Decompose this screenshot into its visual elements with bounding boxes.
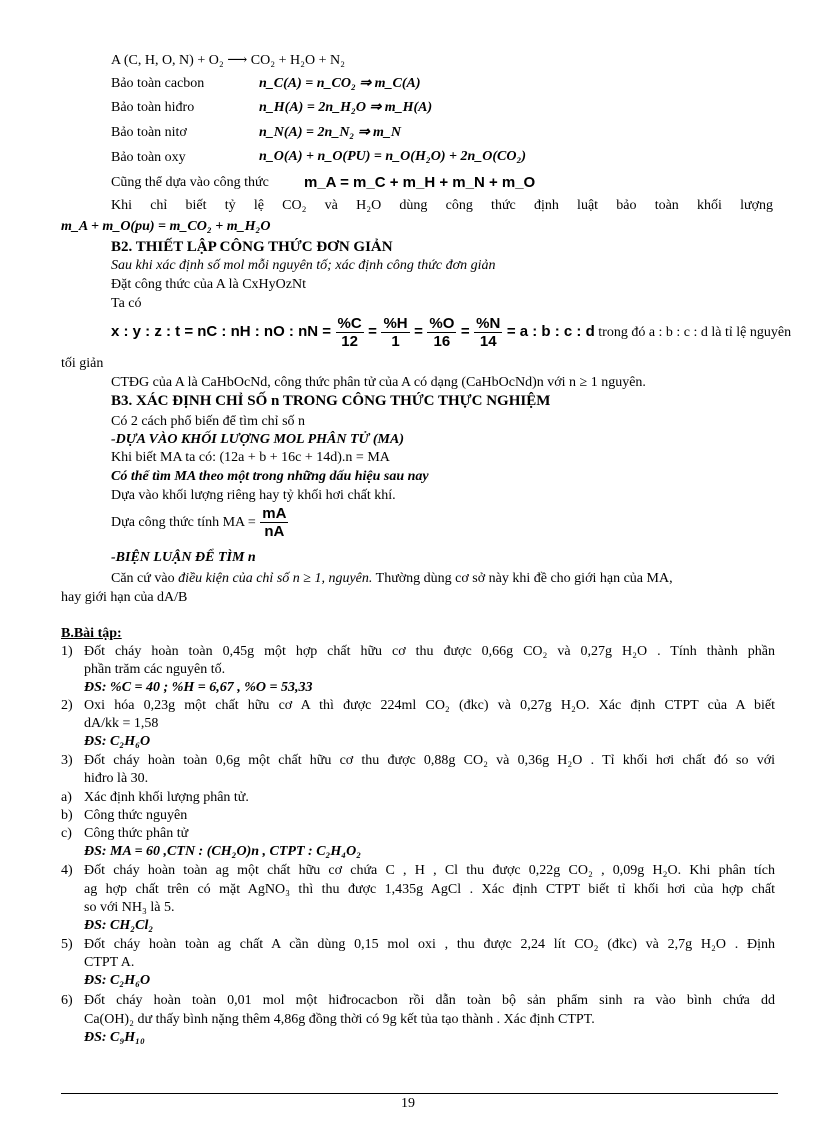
- sub-item-label: c): [61, 826, 72, 841]
- exercise-text: dA/kk = 1,58: [84, 716, 159, 731]
- ctdg-text: CTĐG của A là CaHbOcNd, công thức phân tử của A có dạng (CaHbOcNd)n với n ≥ 1 nguyên.: [111, 375, 646, 390]
- find-ma-signs: Có thể tìm MA theo một trong những dấu hiệu sau nay: [111, 469, 429, 484]
- exercise-number: 6): [61, 993, 73, 1008]
- ratio-tail: trong đó a : b : c : d là tỉ lệ nguyên: [598, 325, 792, 340]
- exercise-answer: ĐS: C₂H₆O: [84, 973, 151, 988]
- exercise-text: Đốt cháy hoàn toàn 0,6g một chất hữu cơ thu được 0,88g CO₂ và 0,36g H₂O . Tỉ khối hơi chất đó so với: [84, 753, 775, 768]
- exercise-text: CTPT A.: [84, 955, 135, 970]
- exercise-text: Đốt cháy hoàn toàn 0,45g một hợp chất hữu cơ thu được 0,66g CO₂ và 0,27g H₂O . Tính thành phần: [84, 644, 775, 659]
- exercise-answer: ĐS: C₉H₁₀: [84, 1030, 145, 1045]
- ratio-equation: x : y : z : t = nC : nH : nO : nN = $\frac{\%C}{12}$ = $\frac{\%H}{1}$ = $\frac{\%O}{16}$ = $\frac{\%N}{14}$ = a : b : c : d trong đó a : b : c : d là tỉ lệ nguyên: [111, 315, 792, 351]
- fraction-c: $\frac{\%C}{12}$: [337, 315, 362, 351]
- method-molar-mass-heading: -DỰA VÀO KHỐI LƯỢNG MOL PHÂN TỬ (MA): [111, 432, 404, 447]
- ratio-left: x : y : z : t = nC : nH : nO : nN =: [111, 323, 331, 340]
- fraction-o: $\frac{\%O}{16}$: [429, 315, 455, 351]
- exercise-number: 3): [61, 753, 73, 768]
- oxygen-conservation-label: Bảo toàn oxy: [111, 150, 186, 165]
- fraction-ma: $\frac{mA}{nA}$: [262, 505, 287, 541]
- exercise-number: 1): [61, 644, 73, 659]
- exercise-number: 5): [61, 937, 73, 952]
- carbon-formula: n_C(A) = n_CO₂ ⇒ m_C(A): [259, 76, 421, 91]
- section-b3-heading: B3. XÁC ĐỊNH CHỈ SỐ n TRONG CÔNG THỨC THỰC NGHIỆM: [111, 393, 551, 409]
- exercise-answer: ĐS: %C = 40 ; %H = 6,67 , %O = 53,33: [84, 680, 313, 695]
- sub-item-label: b): [61, 808, 73, 823]
- section-b2-heading: B2. THIẾT LẬP CÔNG THỨC ĐƠN GIẢN: [111, 239, 393, 255]
- exercise-text: phần trăm các nguyên tố.: [84, 662, 226, 677]
- ratio-right: = a : b : c : d: [506, 323, 595, 340]
- exercise-answer: ĐS: C₂H₆O: [84, 734, 151, 749]
- reaction-equation: A (C, H, O, N) + O₂ ⟶ CO₂ + H₂O + N₂: [111, 53, 346, 68]
- density-text: Dựa vào khối lượng riêng hay tỷ khối hơi chất khí.: [111, 488, 396, 503]
- ma-formula-line: [111, 504, 289, 544]
- mass-sum-formula: m_A = m_C + m_H + m_N + m_O: [304, 174, 536, 191]
- method-argument-heading: -BIỆN LUẬN ĐỂ TÌM n: [111, 550, 256, 565]
- exercise-text: Oxi hóa 0,23g một chất hữu cơ A thì được 224ml CO₂ (đkc) và 0,27g H₂O. Xác định CTPT của A biết: [84, 698, 775, 713]
- footer-divider: [61, 1093, 778, 1094]
- exercise-text: hiđro là 30.: [84, 771, 149, 786]
- sub-item-label: a): [61, 790, 72, 805]
- also-formula-label: Cũng thể dựa vào công thức: [111, 175, 269, 190]
- general-formula-text: Đặt công thức của A là CxHyOzNt: [111, 277, 306, 292]
- argument-text: Căn cứ vào điều kiện của chỉ số n ≥ 1, nguyên. Thường dùng cơ sở này khi đề cho giới hạn của MA,: [111, 571, 673, 586]
- exercise-text: so với NH₃ là 5.: [84, 900, 175, 915]
- exercise-text: Đốt cháy hoàn toàn ag một chất hữu cơ chứa C , H , Cl thu được 0,22g CO₂ , 0,09g H₂O. Khi phân tích: [84, 863, 775, 878]
- exercise-text: Đốt cháy hoàn toàn 0,01 mol một hiđrocacbon rồi dẫn toàn bộ sản phẩm sinh ra vào bình chứa dd: [84, 993, 775, 1008]
- ratio-only-text: Khi chỉ biết tỷ lệ CO₂ và H₂O dùng công thức định luật bảo toàn khối lượng: [111, 198, 773, 213]
- two-methods-text: Có 2 cách phổ biến để tìm chỉ số n: [111, 414, 306, 429]
- exercises-heading: B.Bài tập:: [61, 626, 122, 641]
- exercise-text: Ca(OH)₂ dư thấy bình nặng thêm 4,86g đồng thời có 9g kết tủa tạo thành . Xác định CTPT.: [84, 1012, 595, 1027]
- mass-conservation-formula: m_A + m_O(pu) = m_CO₂ + m_H₂O: [61, 219, 271, 234]
- exercise-answer: ĐS: MA = 60 ,CTN : (CH₂O)n , CTPT : C₂H₄O₂: [84, 844, 362, 859]
- exercise-number: 4): [61, 863, 73, 878]
- exercise-answer: ĐS: CH₂Cl₂: [84, 918, 154, 933]
- hydrogen-formula: n_H(A) = 2n_H₂O ⇒ m_H(A): [259, 100, 433, 115]
- exercise-text: Đốt cháy hoàn toàn ag chất A cần dùng 0,15 mol oxi , thu được 2,24 lít CO₂ (đkc) và 2,7g H₂O . Định: [84, 937, 775, 952]
- fraction-h: $\frac{\%H}{1}$: [383, 315, 408, 351]
- exercise-text: ag hợp chất trên có mặt AgNO₃ thì thu được 1,435g AgCl . Xác định CTPT biết tỉ khối hơi của hợp chất: [84, 882, 775, 897]
- section-b2-intro: Sau khi xác định số mol mỗi nguyên tố; xác định công thức đơn giản: [111, 258, 496, 273]
- fraction-n: $\frac{\%N}{14}$: [476, 315, 501, 351]
- sub-item-text: Xác định khối lượng phân tử.: [84, 790, 249, 805]
- hydrogen-conservation-label: Bảo toàn hiđro: [111, 100, 195, 115]
- known-ma-text: Khi biết MA ta có: (12a + b + 16c + 14d).n = MA: [111, 450, 390, 465]
- density-limit-text: hay giới hạn của dA/B: [61, 590, 188, 605]
- toi-gian-text: tối giản: [61, 356, 104, 371]
- page-number: 19: [401, 1096, 415, 1111]
- exercise-number: 2): [61, 698, 73, 713]
- ta-co-text: Ta có: [111, 296, 142, 311]
- sub-item-text: Công thức nguyên: [84, 808, 188, 823]
- nitrogen-formula: n_N(A) = 2n_N₂ ⇒ m_N: [259, 125, 402, 140]
- oxygen-formula: n_O(A) + n_O(PU) = n_O(H₂O) + 2n_O(CO₂): [259, 149, 527, 164]
- sub-item-text: Công thức phân tử: [84, 826, 189, 841]
- nitrogen-conservation-label: Bảo toàn nitơ: [111, 125, 187, 140]
- ma-formula-label: Dựa công thức tính MA =: [111, 515, 256, 530]
- carbon-conservation-label: Bảo toàn cacbon: [111, 76, 205, 91]
